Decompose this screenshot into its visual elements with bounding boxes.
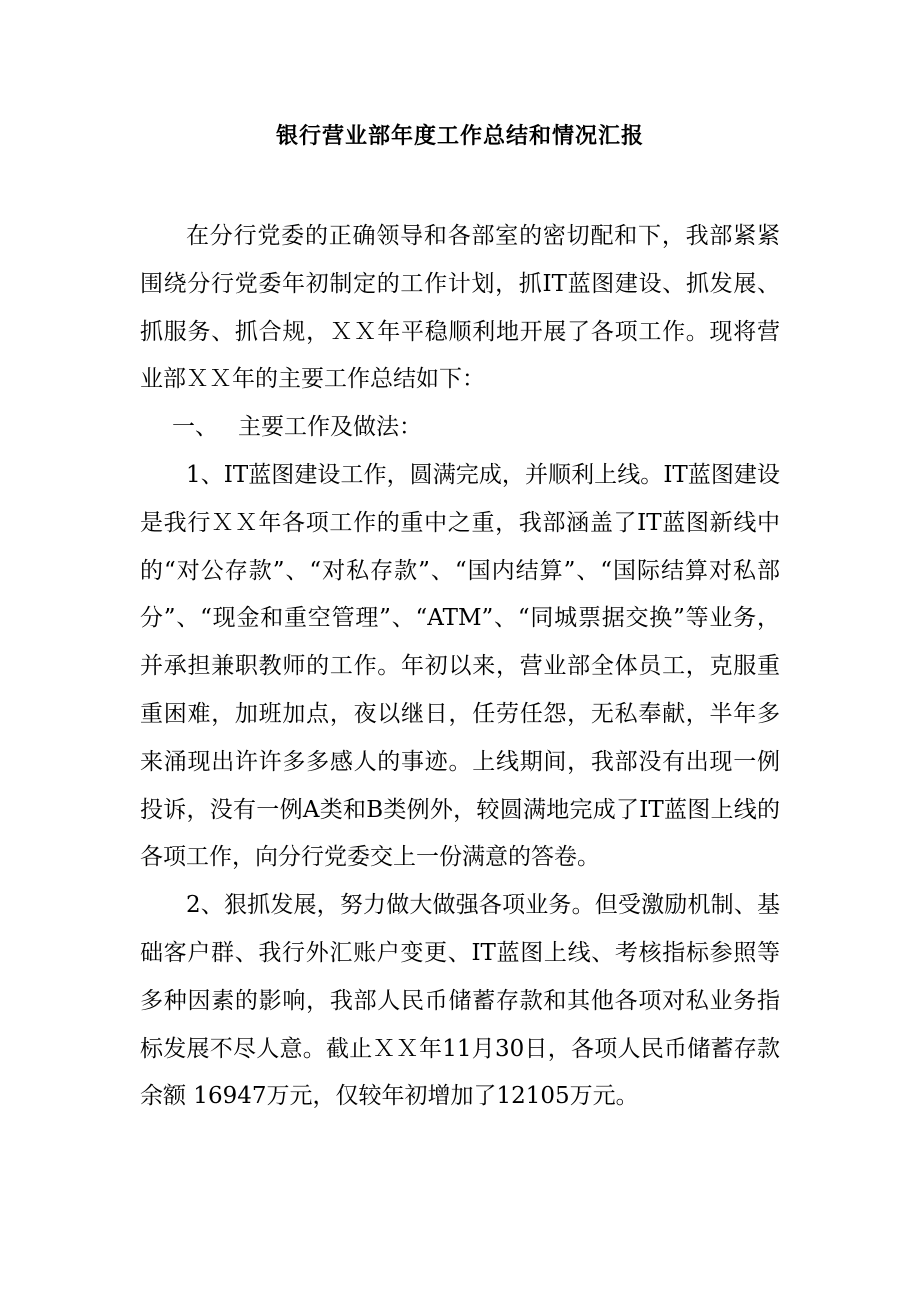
document-title: 银行营业部年度工作总结和情况汇报	[275, 123, 644, 149]
item-1-paragraph: 1、IT蓝图建设工作，圆满完成，并顺利上线。IT蓝图建设是我行ＸＸ年各项工作的重中之重，我部涵盖了IT蓝图新线中的“对公存款”、“对私存款”、“国内结算”、“国际结算对私部分”、“现金和重空管理”、“ATM”、“同城票据交换”等业务，并承担兼职教师的工作。年初以来，营业部全体员工，克服重重困难，加班加点，夜以继日，任劳任怨，无私奉献，半年多来涌现出许许多多感人的事迹。上线期间，我部没有出现一例投诉，没有一例A类和B类例外，较圆满地完成了IT蓝图上线的各项工作，向分行党委交上一份满意的答卷。	[140, 461, 780, 871]
section-heading-text: 主要工作及做法：	[238, 414, 422, 441]
intro-paragraph: 在分行党委的正确领导和各部室的密切配和下，我部紧紧围绕分行党委年初制定的工作计划，抓IT蓝图建设、抓发展、抓服务、抓合规，ＸＸ年平稳顺利地开展了各项工作。现将营业部ＸＸ年的主要工作总结如下：	[140, 223, 780, 393]
document-body	[140, 213, 780, 1121]
section-heading	[140, 404, 780, 452]
section-number: 一、	[172, 414, 218, 441]
item-2-paragraph: 2、狠抓发展，努力做大做强各项业务。但受激励机制、基础客户群、我行外汇账户变更、IT蓝图上线、考核指标参照等多种因素的影响，我部人民币储蓄存款和其他各项对私业务指标发展不尽人意。截止ＸＸ年11月30日，各项人民币储蓄存款余额 16947万元，仅较年初增加了12105万元。	[140, 892, 780, 1110]
